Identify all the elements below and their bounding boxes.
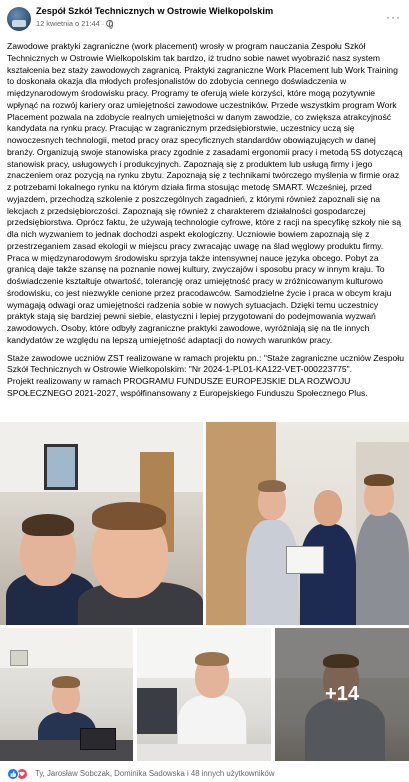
photo-1-wall-frame [44, 444, 78, 490]
more-photos-count: +14 [325, 683, 359, 705]
photo-5[interactable] [275, 628, 409, 761]
photo-4-monitor [137, 688, 177, 734]
photo-1-person-left-hair [22, 514, 74, 536]
like-reaction-icon [7, 768, 19, 780]
post-header [0, 0, 409, 34]
post-meta [36, 19, 113, 28]
globe-icon [106, 20, 113, 27]
photo-3[interactable] [0, 628, 133, 761]
photo-2-person-middle-suit [300, 524, 356, 625]
photo-2-person-left-hair [258, 480, 286, 492]
meta-separator: · [101, 19, 105, 28]
reactions-summary[interactable]: Ty, Jarosław Sobczak, Dominika Sadowska i 48 innych użytkowników [35, 769, 275, 778]
heart-icon [19, 771, 25, 777]
page-avatar[interactable] [7, 7, 31, 31]
photo-grid [0, 422, 409, 762]
post-date[interactable]: 12 kwietnia o 21:44 [36, 19, 100, 28]
photo-2-person-right-hair [364, 474, 394, 486]
post-author[interactable]: Zespół Szkół Technicznych w Ostrowie Wielkopolskim [36, 6, 274, 16]
photo-4[interactable] [137, 628, 271, 761]
reaction-icons[interactable] [7, 768, 33, 780]
photo-3-laptop [80, 728, 116, 750]
photo-3-person-hair [52, 676, 80, 688]
post-footer [0, 766, 409, 782]
post-paragraph-2: Staże zawodowe uczniów ZST realizowane w ramach projektu pn.: "Staże zagraniczne uczniów Zespołu Szkół Technicznych w Ostrowie Wielkopolskim: "Nr 2024-1-PL01-KA122-VET-000223775". Projekt realizowany w ramach PROGRAMU FUNDUSZE EUROPEJSKIE DLA ROZWOJU SPOŁECZNEGO 2021-2027, współfinansowany z Europejskiego Funduszu Społecznego Plus. [7, 352, 404, 398]
photo-4-person-hair [195, 652, 229, 666]
post-paragraph-1: Zawodowe praktyki zagraniczne (work placement) wrosły w program nauczania Zespołu Szkół Technicznych w Ostrowie Wielkopolskim tak bardzo, iż trudno sobie nawet wyobrazić nasz system kształcenia bez staży zawodowych zagranicą. Praktyki zagraniczne Work Placement lub Work Training to doskonała okazja dla młodych profesjonalistów do zdobycia cennego doświadczenia w międzynarodowym środowisku pracy. Programy te oferują wiele korzyści, które mogą pozytywnie wpłynąć na rozwój kariery oraz umiejętności zawodowe uczestników. Przede wszystkim program Work Placement pozwala na zdobycie realnych umiejętności w danym zawodzie, co zwiększa atrakcyjność kandydata na rynku pracy. Pracując w zagranicznym przedsiębiorstwie, uczestnicy uczą się nowoczesnych technologii, metod pracy oraz specyficznych standardów obowiązujących w danej branży. Organizują swoje stanowiska pracy zgodnie z zasadami ergonomii pracy i metodą 5S dotyczącą stanowisk pracy, usługowych i produkcyjnych. Zapoznają się z produktem lub usługą firmy i jego znaczeniem oraz pozycją na rynku zbytu. Zapoznają się z technikami twórczego myślenia w firmie oraz z potrzebami lokalnego rynku na którym działa firma stosując metodę SMART. Wcześniej, przed wyjazdem, przechodzą szkolenie z poszczególnych zagadnień, z którymi również zapoznali się na lekcjach z przedsiębiorczości. Zapoznają się również z charakterem działalności gospodarczej przedsiębiorstwa. Oprócz faktu, że używają technologie cyfrowe, które z racji na specyfikę szkoły nie są dla nich wyzwaniem to jednak dochodzi aspekt ekologiczny. Uczniowie bowiem zapoznają się z przestrzeganiem zasad ekologii w miejscu pracy zwracając uwagę na ślad węglowy produktu firmy. Praca w międzynarodowym środowisku sprzyja także intensywnej nauce języka obcego. Pobyt za granicą daje także szansę na poznanie nowej kultury, zwyczajów i sposobu pracy w innym kraju. To doświadczenie kształtuje otwartość, tolerancję oraz umiejętność pracy w zróżnicowanym kulturowo środowisku, co jest niezwykle cenione przez pracodawców. Samodzielne życie i praca w obcym kraju wymagają odwagi oraz umiejętności radzenia sobie w nowych sytuacjach. Dzięki temu uczestnicy praktyk stają się bardziej pewni siebie, elastyczni i lepiej przygotowani do podejmowania wyzwań zawodowych. Osoby, które odbyły zagraniczne praktyki zawodowe, wyróżniają się na tle innych kandydatów ze względu na lepszą umiejętność adaptacji do nowych warunków pracy. [7, 41, 403, 345]
photo-3-wall-sign [10, 650, 28, 666]
post-body [7, 41, 405, 400]
photo-1-person-right-hair [92, 502, 166, 530]
thumbs-up-icon [10, 771, 16, 777]
photo-2-person-middle-face [314, 490, 342, 526]
photo-4-desk [137, 744, 271, 761]
photo-2-person-right-shirt [356, 512, 409, 625]
photo-2[interactable] [206, 422, 409, 625]
photo-2-certificate [286, 546, 324, 574]
more-options-icon[interactable]: ··· [386, 10, 401, 24]
more-photos-overlay[interactable] [275, 628, 409, 761]
photo-1[interactable] [0, 422, 203, 625]
